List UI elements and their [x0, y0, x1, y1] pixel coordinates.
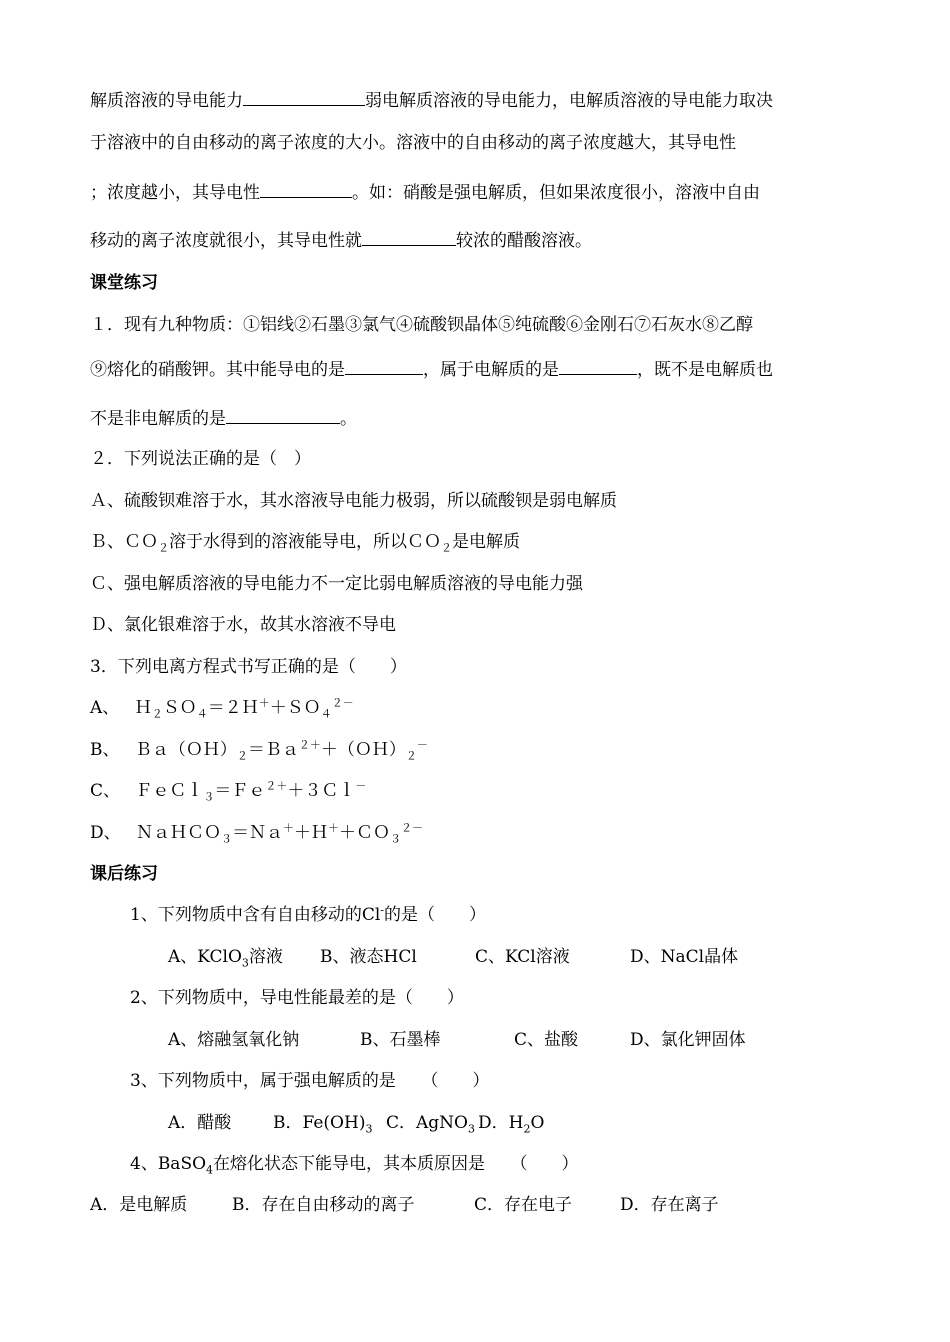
class-q2-option-c[interactable]: Ｃ、强电解质溶液的导电能力不一定比弱电解质溶液的导电能力强 [90, 574, 583, 594]
question-text: 的是（ ） [383, 905, 486, 925]
intro-line-4 [90, 229, 592, 252]
after-q2-option-c[interactable]: C、盐酸 [514, 1030, 579, 1050]
option-text: C．AgNO [386, 1113, 468, 1133]
after-q3-stem: 3、下列物质中，属于强电解质的是 （ ） [130, 1071, 490, 1091]
formula-text: ＋３Ｃｌ [287, 781, 356, 801]
after-q4-options [90, 1194, 719, 1216]
option-text: Ｂ、ＣＯ [90, 532, 158, 552]
class-q3-option-d[interactable] [90, 822, 423, 844]
superscript: ＋ [258, 696, 270, 710]
class-q2-option-b[interactable] [90, 531, 520, 553]
after-q4-option-a[interactable]: A．是电解质 [90, 1195, 188, 1215]
intro-text: 移动的离子浓度就很小，其导电性就 [90, 231, 362, 251]
formula-text: ＋Ｈ [294, 823, 329, 843]
intro-line-3 [90, 181, 760, 204]
question-text: 在熔化状态下能导电，其本质原因是 （ ） [213, 1154, 579, 1174]
option-text: 溶于水得到的溶液能导电，所以ＣＯ [169, 532, 441, 552]
formula-text: ＋ＳＯ [269, 698, 321, 718]
after-q1-stem [130, 904, 486, 926]
after-q2-option-b[interactable]: B、石墨棒 [360, 1030, 441, 1050]
subscript: 3 [467, 1122, 475, 1136]
subscript: ２ [151, 707, 163, 721]
answer-blank[interactable] [345, 358, 423, 375]
after-q2-stem: 2、下列物质中，导电性能最差的是（ ） [130, 988, 464, 1008]
formula-text: ＝２Ｈ [207, 698, 259, 718]
after-q1-option-b[interactable]: B、液态HCl [320, 947, 417, 967]
after-q1-option-a[interactable] [168, 946, 320, 968]
subscript: ３ [221, 832, 233, 846]
after-q4-option-b[interactable]: B．存在自由移动的离子 [232, 1195, 415, 1215]
after-q3-option-a[interactable]: A．醋酸 [168, 1113, 232, 1133]
section-heading-after-class: 课后练习 [90, 864, 158, 884]
intro-text: 较浓的醋酸溶液。 [456, 231, 592, 251]
after-q2-option-a[interactable]: A、熔融氢氧化钠 [168, 1030, 300, 1050]
class-q3-option-a[interactable] [90, 697, 354, 719]
answer-blank[interactable] [559, 358, 637, 375]
subscript: ２ [405, 749, 417, 763]
after-q3-option-b[interactable] [273, 1112, 386, 1134]
subscript: ４ [196, 707, 208, 721]
formula-text: ＝Ｆｅ [214, 781, 266, 801]
superscript: ２＋ [298, 738, 321, 752]
intro-text: ；浓度越小，其导电性 [90, 183, 260, 203]
superscript: ２－ [401, 821, 424, 835]
option-label: C、 [90, 781, 121, 801]
answer-blank[interactable] [243, 89, 365, 106]
class-q3-stem: 3．下列电离方程式书写正确的是（ ） [90, 657, 407, 677]
subscript: 3 [241, 956, 249, 970]
intro-text: 于溶液中的自由移动的离子浓度的大小。溶液中的自由移动的离子浓度越大，其导电性 [90, 133, 736, 153]
intro-line-2 [90, 132, 736, 154]
formula-text: ＝Ｎａ [232, 823, 284, 843]
option-label: D、 [90, 823, 121, 843]
superscript: ２＋ [265, 779, 288, 793]
after-q2-options [168, 1029, 746, 1051]
option-text: 是电解质 [452, 532, 520, 552]
superscript: － [355, 779, 367, 793]
question-text: ，属于电解质的是 [423, 360, 559, 380]
formula-text: Ｂａ（ＯＨ） [134, 740, 237, 760]
section-heading-class-practice: 课堂练习 [90, 273, 158, 293]
option-text: O [530, 1113, 545, 1133]
formula-text: ＋（ＯＨ） [320, 740, 406, 760]
question-text: ⑨熔化的硝酸钾。其中能导电的是 [90, 360, 345, 380]
after-q4-option-c[interactable]: C．存在电子 [474, 1195, 573, 1215]
question-text: 4、BaSO [130, 1154, 207, 1174]
question-text: 1、下列物质中含有自由移动的Cl [130, 905, 381, 925]
answer-blank[interactable] [362, 229, 456, 246]
option-label: B、 [90, 740, 120, 760]
option-label: A、 [90, 698, 120, 718]
after-q1-option-c[interactable]: C、KCl溶液 [475, 947, 570, 967]
formula-text: ＮａＨＣＯ [136, 823, 222, 843]
after-q1-option-d[interactable]: D、NaCl晶体 [630, 947, 739, 967]
subscript: ２ [236, 749, 248, 763]
class-q1-line-3 [90, 407, 357, 430]
formula-text: ＳＯ [162, 698, 197, 718]
subscript: ２ [158, 541, 169, 555]
subscript: ３ [203, 790, 215, 804]
option-text: D．H [478, 1113, 524, 1133]
option-text: 溶液 [248, 947, 283, 967]
intro-text: 解质溶液的导电能力 [90, 91, 243, 111]
superscript: － [416, 738, 428, 752]
formula-text: ＋ＣＯ [339, 823, 391, 843]
question-text: １．现有九种物质：①铝线②石墨③氯气④硫酸钡晶体⑤纯硫酸⑥金刚石⑦石灰水⑧乙醇 [90, 315, 753, 335]
superscript: ＋ [283, 821, 295, 835]
subscript: ２ [441, 541, 452, 555]
question-text: ，既不是电解质也 [637, 360, 773, 380]
after-q3-option-c[interactable] [386, 1112, 478, 1134]
answer-blank[interactable] [260, 181, 352, 198]
subscript: ４ [320, 707, 332, 721]
subscript: ３ [390, 832, 402, 846]
intro-text: 弱电解质溶液的导电能力，电解质溶液的导电能力取决 [365, 91, 773, 111]
formula-text: ＦｅＣｌ [135, 781, 204, 801]
question-text: 不是非电解质的是 [90, 409, 226, 429]
after-q4-option-d[interactable]: D．存在离子 [620, 1195, 719, 1215]
question-text: 。 [340, 409, 357, 429]
class-q3-option-b[interactable] [90, 739, 428, 761]
after-q1-options [168, 946, 738, 968]
after-q4-stem [130, 1153, 579, 1175]
class-q2-option-a[interactable]: Ａ、硫酸钡难溶于水，其水溶液导电能力极弱，所以硫酸钡是弱电解质 [90, 491, 617, 511]
class-q2-stem: ２．下列说法正确的是（ ） [90, 449, 311, 469]
after-q3-option-d[interactable] [478, 1112, 544, 1134]
class-q2-option-d[interactable]: Ｄ、氯化银难溶于水，故其水溶液不导电 [90, 615, 396, 635]
intro-line-1 [90, 89, 773, 112]
class-q1-line-1 [90, 314, 753, 336]
subscript: 2 [523, 1122, 531, 1136]
superscript: ＋ [328, 821, 340, 835]
subscript: 4 [206, 1163, 214, 1177]
superscript: ２－ [331, 696, 354, 710]
option-text: B．Fe(OH) [273, 1113, 366, 1133]
class-q3-option-c[interactable] [90, 780, 366, 802]
subscript: 3 [365, 1122, 373, 1136]
superscript: - [380, 903, 384, 917]
option-text: A、KClO [168, 947, 242, 967]
formula-text: ＝Ｂａ [247, 740, 299, 760]
answer-blank[interactable] [226, 407, 340, 424]
class-q1-line-2 [90, 358, 773, 381]
after-q2-option-d[interactable]: D、氯化钾固体 [630, 1030, 746, 1050]
formula-text: Ｈ [134, 698, 152, 718]
intro-text: 。如：硝酸是强电解质，但如果浓度很小，溶液中自由 [352, 183, 760, 203]
after-q3-options [168, 1112, 544, 1134]
